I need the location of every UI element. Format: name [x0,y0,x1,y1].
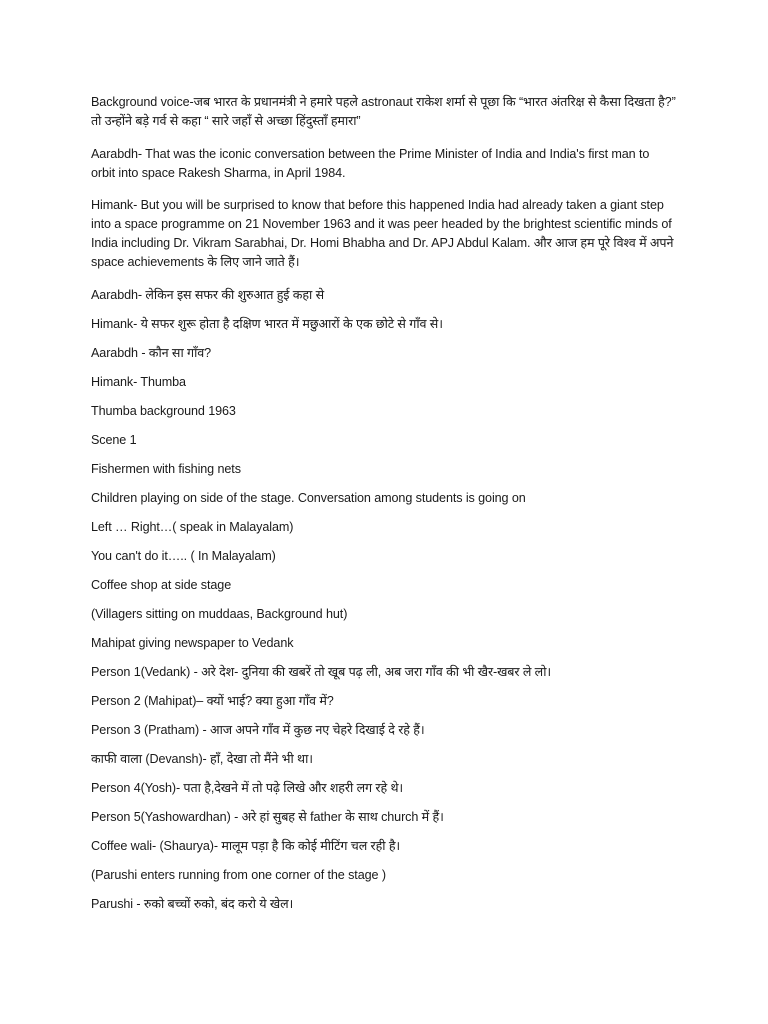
paragraph-person-1: Person 1(Vedank) - अरे देश- दुनिया की खबरें तो खूब पढ़ ली, अब जरा गाँव की भी खैर-खबर ले लो। [91,664,552,679]
paragraph-coffee-vendor: काफी वाला (Devansh)- हाँ, देखा तो मैंने भी था। [91,751,313,766]
paragraph-parushi-enters: (Parushi enters running from one corner of the stage ) [91,867,386,882]
paragraph-person-3: Person 3 (Pratham) - आज अपने गाँव में कुछ नए चेहरे दिखाई दे रहे हैं। [91,722,425,737]
paragraph-you-cant: You can't do it….. ( In Malayalam) [91,548,276,563]
paragraph-person-4: Person 4(Yosh)- पता है,देखने में तो पढ़े लिखे और शहरी लग रहे थे। [91,780,404,795]
paragraph-himank-answer: Himank- ये सफर शुरू होता है दक्षिण भारत में मछुआरों के एक छोटे से गाँव से। [91,316,443,331]
paragraph-himank-thumba: Himank- Thumba [91,374,186,389]
paragraph-background-voice: Background voice-जब भारत के प्रधानमंत्री ने हमारे पहले astronaut राकेश शर्मा से पूछा कि “भारत अंतरिक्ष से कैसा दिखता है?” तो उन्होंने बड़े गर्व से कहा “ सारे जहाँ से अच्छा हिंदुस्ताँ हमारा” [91,95,676,128]
paragraph-coffee-wali: Coffee wali- (Shaurya)- मालूम पड़ा है कि कोई मीटिंग चल रही है। [91,838,401,853]
paragraph-fishermen: Fishermen with fishing nets [91,461,241,476]
paragraph-aarabdh-question: Aarabdh- लेकिन इस सफर की शुरुआत हुई कहा से [91,287,325,302]
paragraph-person-5: Person 5(Yashowardhan) - अरे हां सुबह से father के साथ church में हैं। [91,809,444,824]
paragraph-himank-intro: Himank- But you will be surprised to know that before this happened India had already taken a giant step into a space programme on 21 November 1963 and it was peer headed by the brightest scientific minds of India including Dr. Vikram Sarabhai, Dr. Homi Bhabha and Dr. APJ Abdul Kalam. और आज हम पूरे विश्व में अपने space achievements के लिए जाने जाते हैं। [91,198,674,269]
paragraph-parushi-line: Parushi - रुको बच्चों रुको, बंद करो ये खेल। [91,896,294,911]
paragraph-mahipat-newspaper: Mahipat giving newspaper to Vedank [91,635,294,650]
paragraph-person-2: Person 2 (Mahipat)– क्यों भाई? क्या हुआ गाँव में? [91,693,334,708]
paragraph-aarabdh-intro: Aarabdh- That was the iconic conversation between the Prime Minister of India and India's first man to orbit into space Rakesh Sharma, in April 1984. [91,146,650,180]
paragraph-scene-heading: Scene 1 [91,432,137,447]
paragraph-children-playing: Children playing on side of the stage. Conversation among students is going on [91,490,526,505]
paragraph-left-right: Left … Right…( speak in Malayalam) [91,519,294,534]
paragraph-villagers: (Villagers sitting on muddaas, Background hut) [91,606,348,621]
paragraph-coffee-shop: Coffee shop at side stage [91,577,232,592]
paragraph-thumba-background: Thumba background 1963 [91,403,236,418]
paragraph-aarabdh-which-village: Aarabdh - कौन सा गाँव? [91,345,212,360]
